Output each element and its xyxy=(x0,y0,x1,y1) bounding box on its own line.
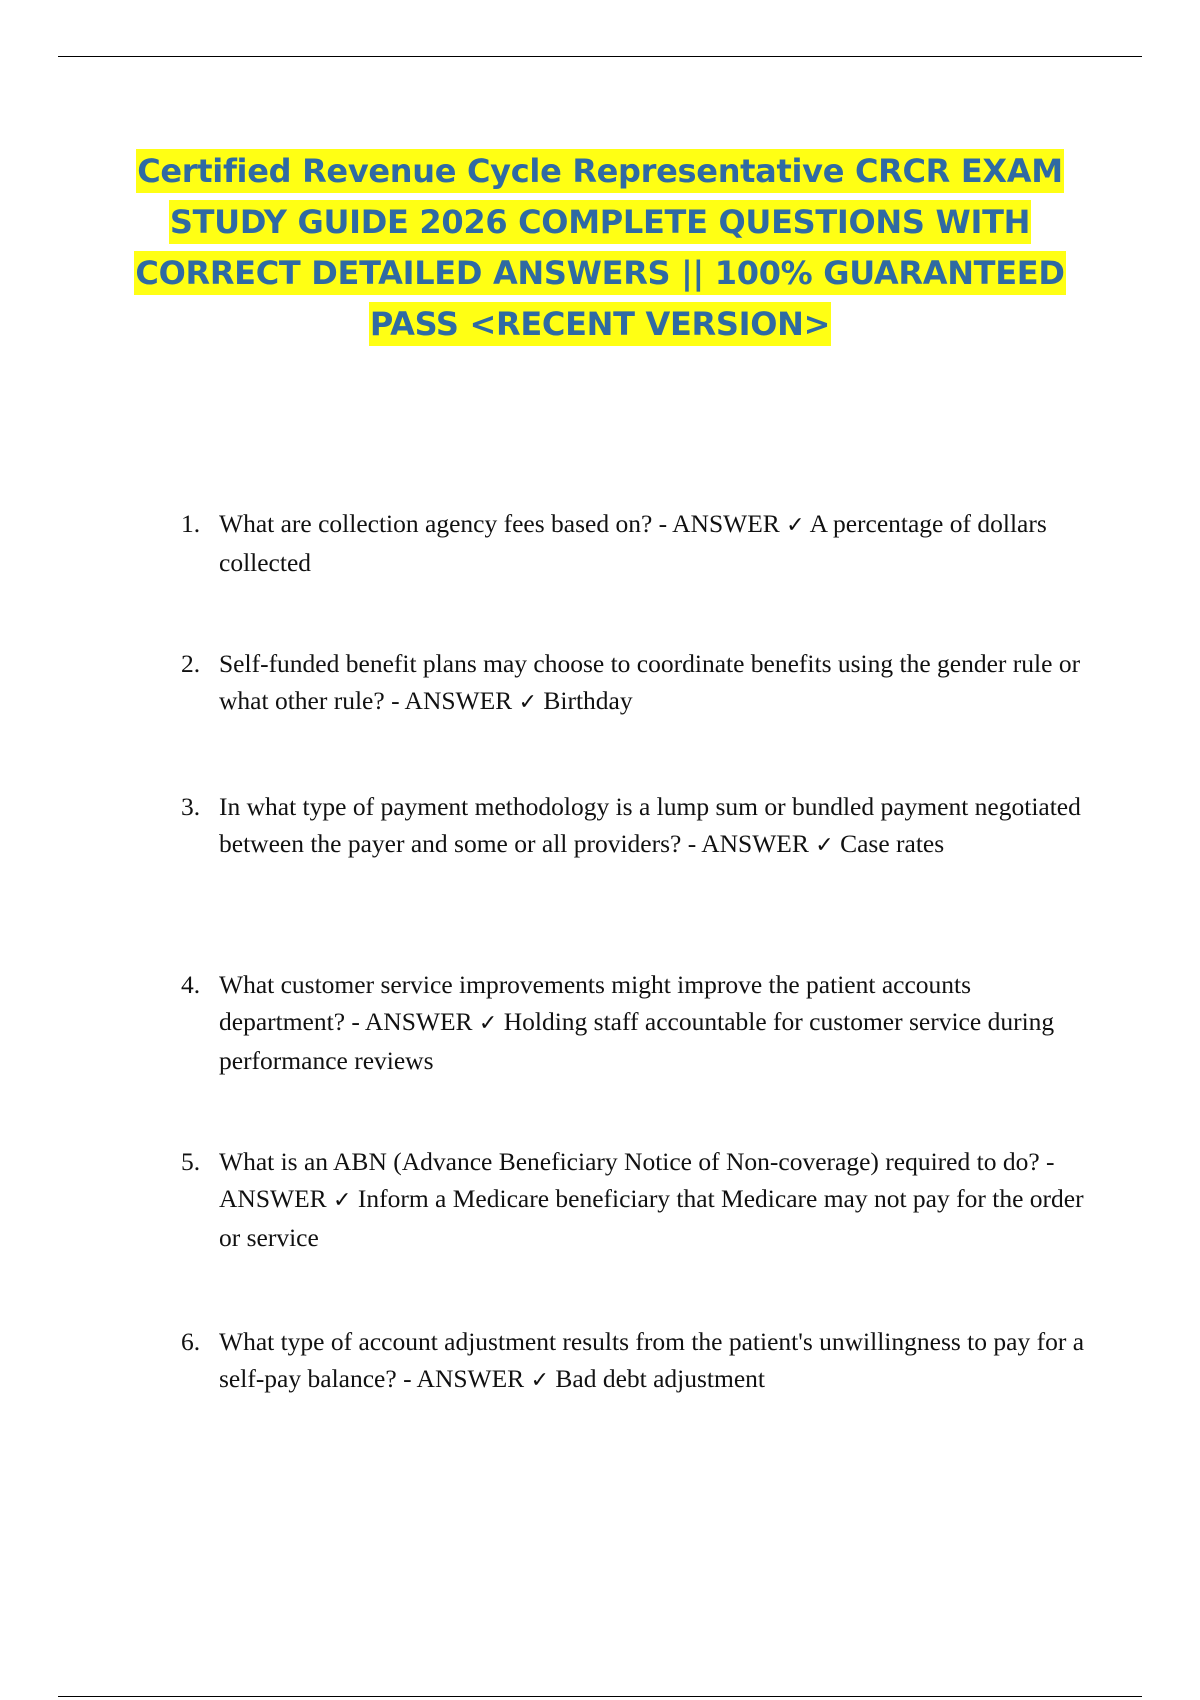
question-number: 5. xyxy=(181,1147,201,1176)
qa-text xyxy=(219,645,1101,721)
answer-text: Case rates xyxy=(840,829,945,858)
qa-item xyxy=(181,645,1101,721)
question-text: What is an ABN (Advance Beneficiary Notice of Non-coverage) required to do? xyxy=(219,1147,1040,1176)
qa-item xyxy=(181,788,1101,864)
checkmark-icon: ✓ xyxy=(786,513,805,538)
answer-label: - ANSWER xyxy=(219,1147,1055,1213)
header-rule xyxy=(58,56,1142,57)
question-number: 4. xyxy=(181,970,201,999)
qa-item xyxy=(181,505,1101,581)
question-text: What are collection agency fees based on? xyxy=(219,509,653,538)
checkmark-icon: ✓ xyxy=(815,833,834,858)
answer-text: Birthday xyxy=(543,686,633,715)
question-number: 2. xyxy=(181,649,201,678)
footer-rule xyxy=(58,1696,1142,1697)
qa-item xyxy=(181,966,1101,1079)
question-text: Self-funded benefit plans may choose to coordinate benefits using the gender rule or what other rule? xyxy=(219,649,1081,715)
answer-text: Inform a Medicare beneficiary that Medicare may not pay for the order or service xyxy=(219,1184,1084,1252)
qa-text xyxy=(219,1143,1101,1256)
checkmark-icon: ✓ xyxy=(518,690,537,715)
answer-label: - ANSWER xyxy=(403,1364,525,1393)
qa-text xyxy=(219,505,1101,581)
answer-text: Bad debt adjustment xyxy=(555,1364,766,1393)
qa-text xyxy=(219,966,1101,1079)
question-text: What type of account adjustment results from the patient's unwillingness to pay for a self-pay balance? xyxy=(219,1327,1085,1393)
answer-label: - ANSWER xyxy=(391,686,513,715)
checkmark-icon: ✓ xyxy=(333,1188,352,1213)
qa-text xyxy=(219,1323,1101,1399)
qa-item xyxy=(181,1323,1101,1399)
question-text: What customer service improvements might improve the patient accounts department? xyxy=(219,970,972,1036)
document-title-text: Certified Revenue Cycle Representative CRCR EXAM STUDY GUIDE 2026 COMPLETE QUESTIONS WITH CORRECT DETAILED ANSWERS || 100% GUARANTEED PASS <RECENT VERSION> xyxy=(134,149,1065,346)
question-number: 6. xyxy=(181,1327,201,1356)
answer-label: - ANSWER xyxy=(351,1007,473,1036)
qa-text xyxy=(219,788,1101,864)
qa-item xyxy=(181,1143,1101,1256)
answer-label: - ANSWER xyxy=(658,509,780,538)
answer-text: A percentage of dollars collected xyxy=(219,509,1047,577)
checkmark-icon: ✓ xyxy=(478,1011,498,1036)
question-number: 1. xyxy=(181,509,201,538)
answer-text: Holding staff accountable for customer service during performance reviews xyxy=(219,1007,1055,1075)
document-title xyxy=(100,146,1100,350)
question-number: 3. xyxy=(181,792,201,821)
checkmark-icon: ✓ xyxy=(530,1368,549,1393)
question-text: In what type of payment methodology is a lump sum or bundled payment negotiated between the payer and some or all providers? xyxy=(219,792,1081,858)
answer-label: - ANSWER xyxy=(687,829,809,858)
